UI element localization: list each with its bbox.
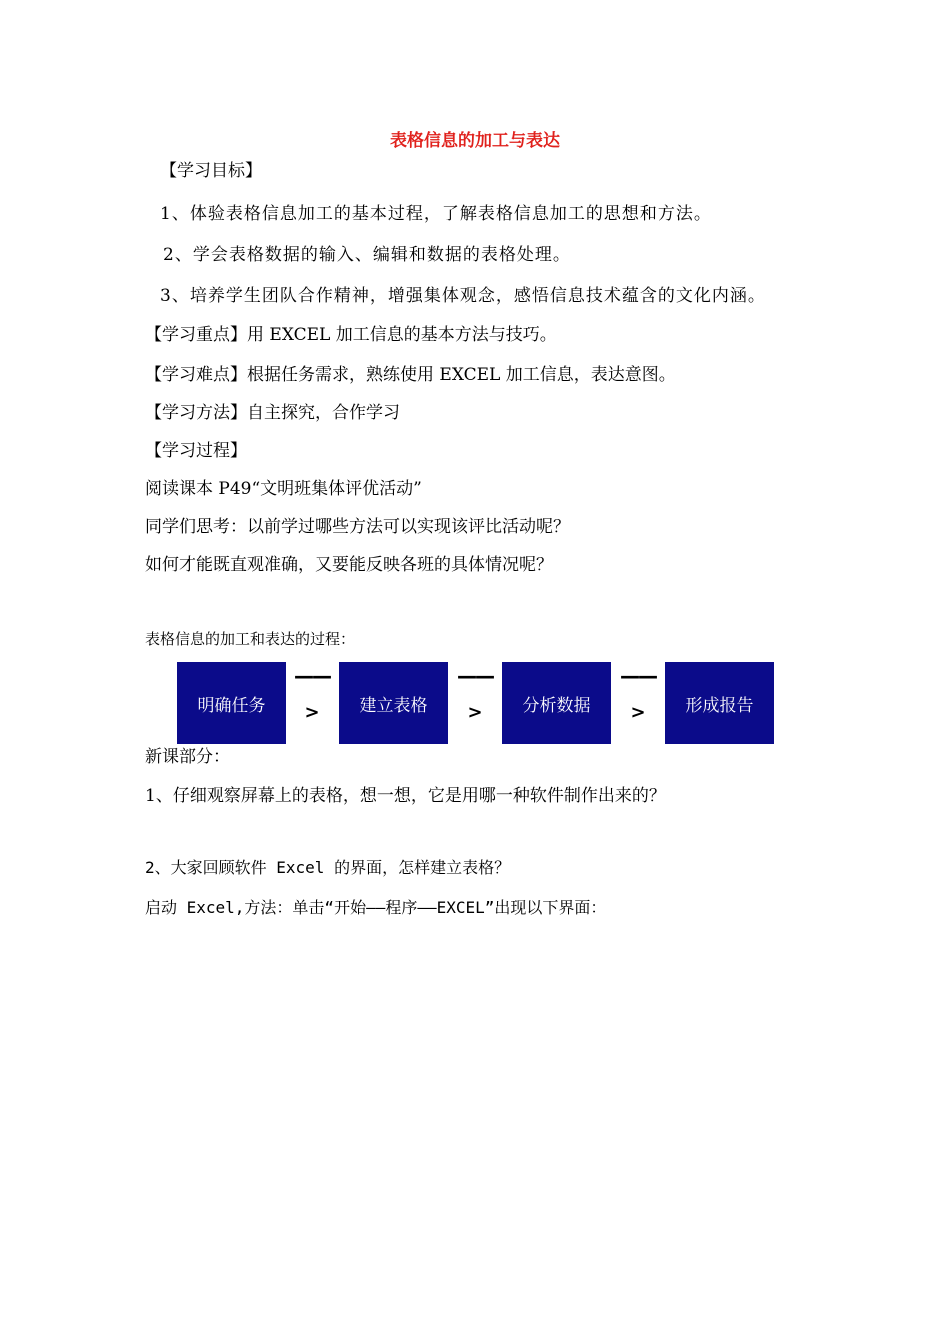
document-title: 表格信息的加工与表达: [390, 131, 560, 151]
connector-arrow-icon: >: [467, 702, 483, 723]
objectives-heading: 【学习目标】: [160, 161, 262, 181]
connector-arrow-icon: >: [304, 702, 320, 723]
flow-arrow-2: [455, 664, 495, 734]
learning-method: 【学习方法】自主探究，合作学习: [145, 403, 400, 423]
connector-arrow-icon: >: [630, 702, 646, 723]
flow-step-1: 明确任务: [177, 662, 286, 744]
reading-assignment: 阅读课本 P49“文明班集体评优活动”: [145, 479, 422, 499]
new-lesson-heading: 新课部分：: [145, 747, 230, 767]
flow-step-4: 形成报告: [665, 662, 774, 744]
start-excel-instructions: 启动 Excel,方法：单击“开始——程序——EXCEL”出现以下界面：: [145, 898, 607, 917]
connector-line: ——: [620, 664, 656, 688]
question-software: 1、仔细观察屏幕上的表格，想一想，它是用哪一种软件制作出来的？: [145, 786, 666, 806]
flow-caption: 表格信息的加工和表达的过程：: [145, 630, 356, 648]
objective-item-3: 3、培养学生团队合作精神，增强集体观念，感悟信息技术蕴含的文化内涵。: [160, 286, 766, 306]
connector-line: ——: [294, 664, 330, 688]
objective-item-2: 2、学会表格数据的输入、编辑和数据的表格处理。: [163, 245, 571, 265]
objective-item-1: 1、体验表格信息加工的基本过程，了解表格信息加工的思想和方法。: [160, 204, 712, 224]
question-1: 同学们思考：以前学过哪些方法可以实现该评比活动呢？: [145, 517, 570, 537]
difficulty: 【学习难点】根据任务需求，熟练使用 EXCEL 加工信息，表达意图。: [145, 365, 676, 385]
flow-step-2: 建立表格: [339, 662, 448, 744]
flow-step-3: 分析数据: [502, 662, 611, 744]
question-excel-interface: 2、大家回顾软件 Excel 的界面，怎样建立表格？: [145, 858, 511, 877]
process-heading: 【学习过程】: [145, 441, 247, 461]
key-point: 【学习重点】用 EXCEL 加工信息的基本方法与技巧。: [145, 325, 557, 345]
flow-arrow-3: [618, 664, 658, 734]
flow-arrow-1: [292, 664, 332, 734]
question-2: 如何才能既直观准确，又要能反映各班的具体情况呢？: [145, 555, 553, 575]
connector-line: ——: [457, 664, 493, 688]
